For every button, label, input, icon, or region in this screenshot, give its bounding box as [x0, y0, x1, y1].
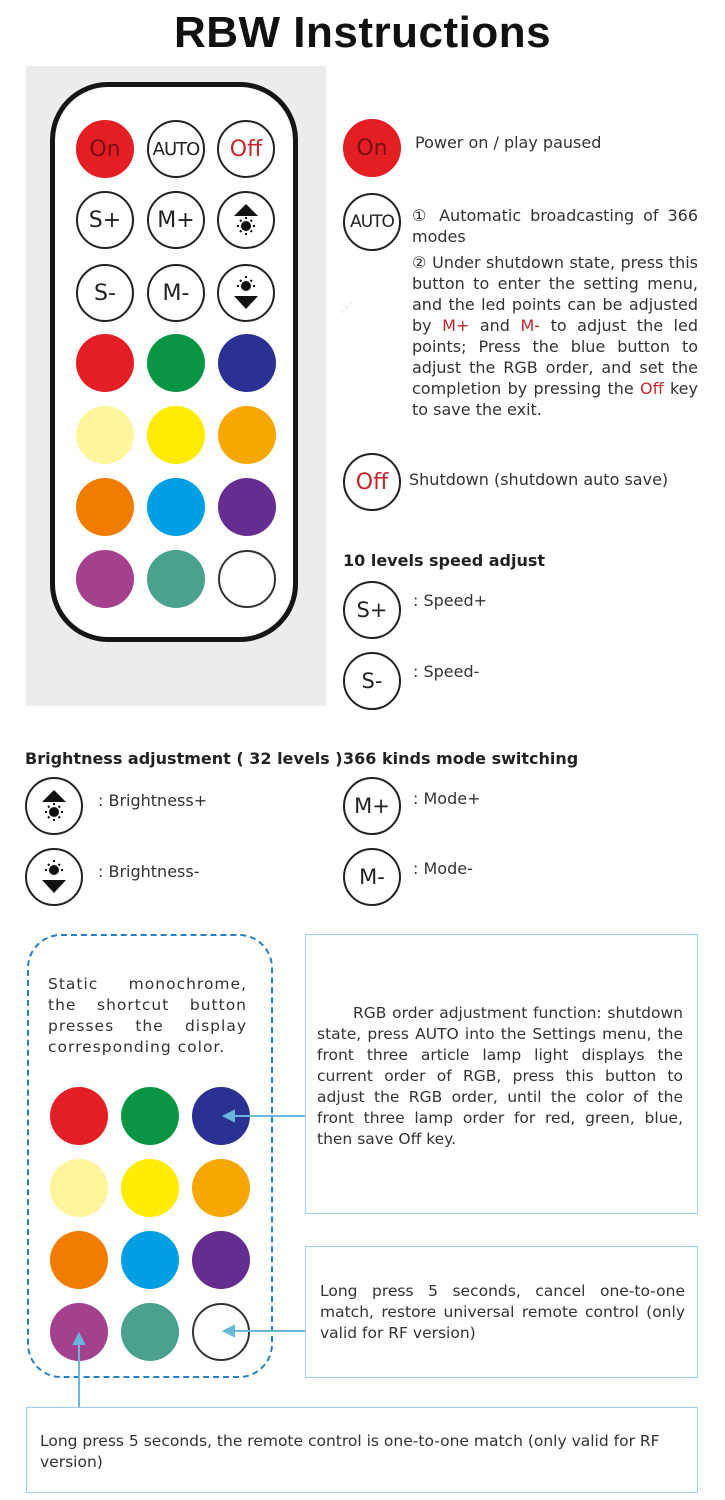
- speed-plus-button[interactable]: S+: [76, 191, 134, 249]
- static-panel-text: Static monochrome, the shortcut button presses the display corresponding color.: [48, 975, 247, 1056]
- legend-speed-plus-button: S+: [343, 581, 401, 639]
- legend-mode-plus-button: M+: [343, 777, 401, 835]
- legend-auto-desc2-c: to adjust the led points; Press the blue button to adjust the RGB order, and set the completion by pressing the: [412, 316, 699, 398]
- on-button[interactable]: On: [76, 120, 134, 178]
- mode-plus-button[interactable]: M+: [147, 191, 205, 249]
- legend-speed-plus-desc: : Speed+: [413, 591, 488, 610]
- legend-off-button: Off: [343, 453, 401, 511]
- speed-minus-button[interactable]: S-: [76, 264, 134, 322]
- match-note: Long press 5 seconds, the remote control is one-to-one match (only valid for RF version): [40, 1432, 660, 1471]
- legend-on-button: On: [343, 119, 401, 177]
- legend-auto-desc2-a: ② Under shutdown state, press this button to enter the setting menu, and the led points can be adjusted by: [412, 253, 698, 335]
- brightness-minus-desc: : Brightness-: [98, 862, 200, 881]
- auto-button[interactable]: AUTO: [147, 120, 205, 178]
- cancel-match-note: Long press 5 seconds, cancel one-to-one match, restore universal remote control (only valid for RF version): [320, 1282, 685, 1342]
- legend-auto-desc2-d: key to save the exit.: [412, 379, 698, 419]
- legend-auto-desc1: ① Automatic broadcasting of 366 modes: [412, 206, 698, 246]
- watermark: ⋰: [340, 300, 356, 316]
- off-button[interactable]: Off: [217, 120, 275, 178]
- cancel-match-arrowhead: [224, 1326, 234, 1336]
- mode-minus-desc: : Mode-: [413, 859, 473, 878]
- legend-speed-minus-button: S-: [343, 652, 401, 710]
- brightness-header: Brightness adjustment ( 32 levels ): [25, 749, 343, 768]
- legend-speed-minus-desc: : Speed-: [413, 662, 480, 681]
- mode-header: 366 kinds mode switching: [343, 749, 579, 768]
- page-title: RBW Instructions: [173, 8, 552, 57]
- rgb-order-arrowhead: [224, 1111, 234, 1121]
- match-arrowhead: [74, 1334, 84, 1344]
- legend-mode-minus-button: M-: [343, 848, 401, 906]
- legend-on-desc: Power on / play paused: [415, 133, 602, 152]
- legend-auto-button: AUTO: [343, 193, 401, 251]
- mode-plus-desc: : Mode+: [413, 789, 481, 808]
- speed-header: 10 levels speed adjust: [343, 551, 546, 570]
- mode-minus-button[interactable]: M-: [147, 264, 205, 322]
- inline-m-minus: M-: [520, 316, 541, 335]
- rgb-order-note: RGB order adjustment function: shutdown state, press AUTO into the Settings menu, the front three article lamp light displays the current order of RGB, press this button to adjust the RGB order, until the color of the front three lamp order for red, green, blue, then save Off key.: [317, 1004, 683, 1148]
- brightness-plus-desc: : Brightness+: [98, 791, 208, 810]
- legend-off-desc: Shutdown (shutdown auto save): [409, 470, 669, 489]
- inline-m-plus: M+: [442, 316, 470, 335]
- inline-off: Off: [640, 379, 664, 398]
- legend-auto-desc2-b: and: [469, 316, 521, 335]
